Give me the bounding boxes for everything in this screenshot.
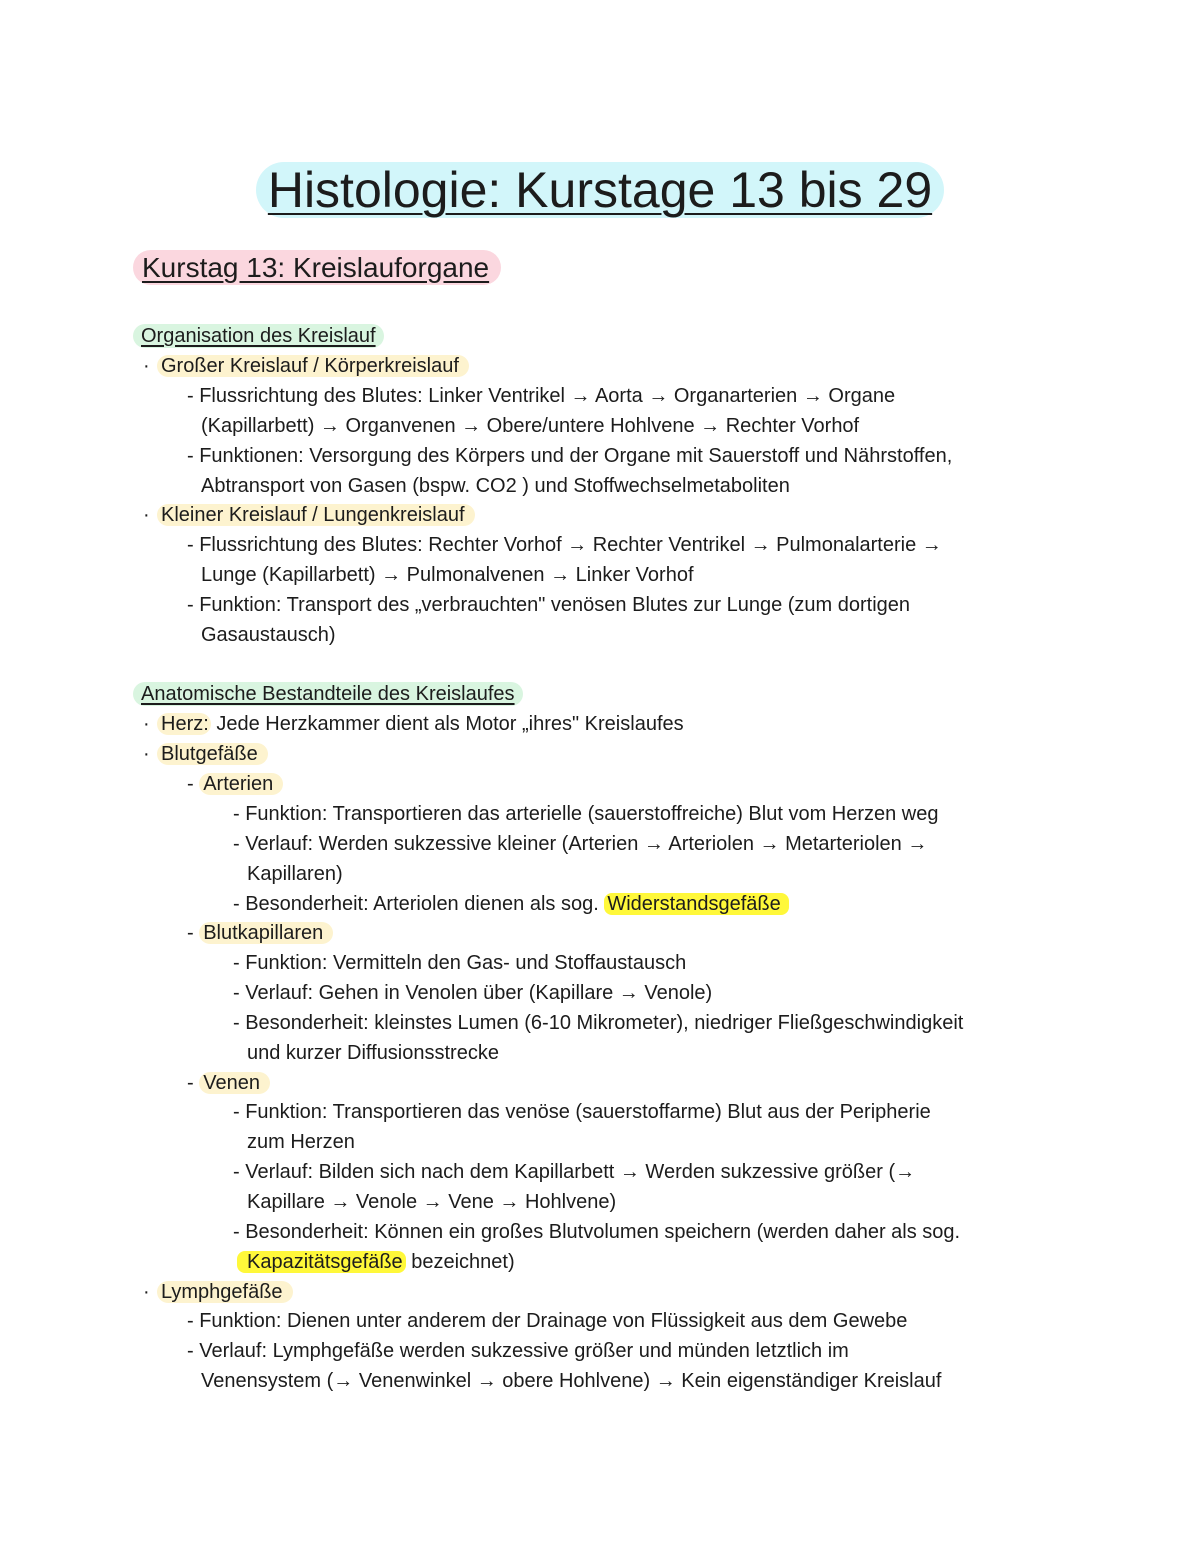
list-item-verlauf: - Verlauf: Bilden sich nach dem Kapillarbett → Werden sukzessive größer (→ [233, 1161, 916, 1183]
key-term-highlight: Kapazitätsgefäße [237, 1251, 406, 1273]
list-item-arterien: - Arterien [187, 769, 283, 799]
list-item-besonderheit: - Besonderheit: Können ein großes Blutvolumen speichern (werden daher als sog. [233, 1221, 961, 1243]
list-item-verlauf: - Verlauf: Werden sukzessive kleiner (Arterien → Arteriolen → Metarteriolen → [233, 833, 928, 855]
list-item-blutkapillaren: - Blutkapillaren [187, 918, 333, 948]
subheading-anatomie: Anatomische Bestandteile des Kreislaufes [133, 679, 523, 709]
list-item-verlauf: - Verlauf: Gehen in Venolen über (Kapillare → Venole) [233, 982, 713, 1004]
list-item-flow: - Flussrichtung des Blutes: Linker Ventrikel → Aorta → Organarterien → Organe [187, 385, 896, 407]
list-item-function: - Funktion: Dienen unter anderem der Drainage von Flüssigkeit aus dem Gewebe [187, 1310, 908, 1332]
list-item-function: - Funktion: Vermitteln den Gas- und Stoffaustausch [233, 952, 687, 974]
list-item-function-cont: zum Herzen [247, 1131, 355, 1153]
list-item-lymphgefaesse: Lymphgefäße [157, 1277, 293, 1307]
bullet-point: · [143, 713, 150, 735]
bullet-point: · [143, 504, 150, 526]
subheading-organisation: Organisation des Kreislauf [133, 321, 384, 351]
bullet-point: · [143, 1281, 150, 1303]
list-item-besonderheit-cont: Kapazitätsgefäße bezeichnet) [237, 1247, 515, 1277]
list-item-function-cont: Abtransport von Gasen (bspw. CO2 ) und Stoffwechselmetaboliten [201, 475, 790, 497]
list-item-verlauf-cont: Kapillare → Venole → Vene → Hohlvene) [247, 1191, 617, 1213]
key-term-highlight: Widerstandsgefäße [604, 893, 788, 915]
list-item-function-cont: Gasaustausch) [201, 624, 336, 646]
list-item-function: - Funktion: Transport des „verbrauchten" venösen Blutes zur Lunge (zum dortigen [187, 594, 911, 616]
list-item-function: - Funktion: Transportieren das venöse (sauerstoffarme) Blut aus der Peripherie [233, 1101, 931, 1123]
list-item-flow: - Flussrichtung des Blutes: Rechter Vorhof → Rechter Ventrikel → Pulmonalarterie → [187, 534, 942, 556]
list-item-function: - Funktion: Transportieren das arterielle (sauerstoffreiche) Blut vom Herzen weg [233, 803, 939, 825]
list-item-besonderheit: - Besonderheit: Arteriolen dienen als sog. Widerstandsgefäße [233, 889, 789, 919]
list-item-besonderheit-cont: und kurzer Diffusionsstrecke [247, 1042, 499, 1064]
list-item-blutgefaesse: Blutgefäße [157, 739, 268, 769]
list-item-venen: - Venen [187, 1068, 270, 1098]
document-title: Histologie: Kurstage 13 bis 29 [0, 158, 1200, 222]
list-item-flow-cont: (Kapillarbett) → Organvenen → Obere/untere Hohlvene → Rechter Vorhof [201, 415, 860, 437]
list-item-kleiner-kreislauf: Kleiner Kreislauf / Lungenkreislauf [157, 500, 475, 530]
list-item-besonderheit: - Besonderheit: kleinstes Lumen (6-10 Mikrometer), niedriger Fließgeschwindigkeit [233, 1012, 964, 1034]
bullet-point: · [143, 355, 150, 377]
list-item-function: - Funktionen: Versorgung des Körpers und der Organe mit Sauerstoff und Nährstoffen, [187, 445, 953, 467]
section-heading: Kurstag 13: Kreislauforgane [133, 248, 501, 288]
list-item-flow-cont: Lunge (Kapillarbett) → Pulmonalvenen → Linker Vorhof [201, 564, 694, 586]
bullet-point: · [143, 743, 150, 765]
list-item-verlauf-cont: Kapillaren) [247, 863, 343, 885]
list-item-verlauf-cont: Venensystem (→ Venenwinkel → obere Hohlvene) → Kein eigenständiger Kreislauf [201, 1370, 942, 1392]
list-item-grosser-kreislauf: Großer Kreislauf / Körperkreislauf [157, 351, 469, 381]
list-item-verlauf: - Verlauf: Lymphgefäße werden sukzessive größer und münden letztlich im [187, 1340, 849, 1362]
list-item-herz: Herz: Jede Herzkammer dient als Motor „ihres" Kreislaufes [157, 709, 684, 739]
